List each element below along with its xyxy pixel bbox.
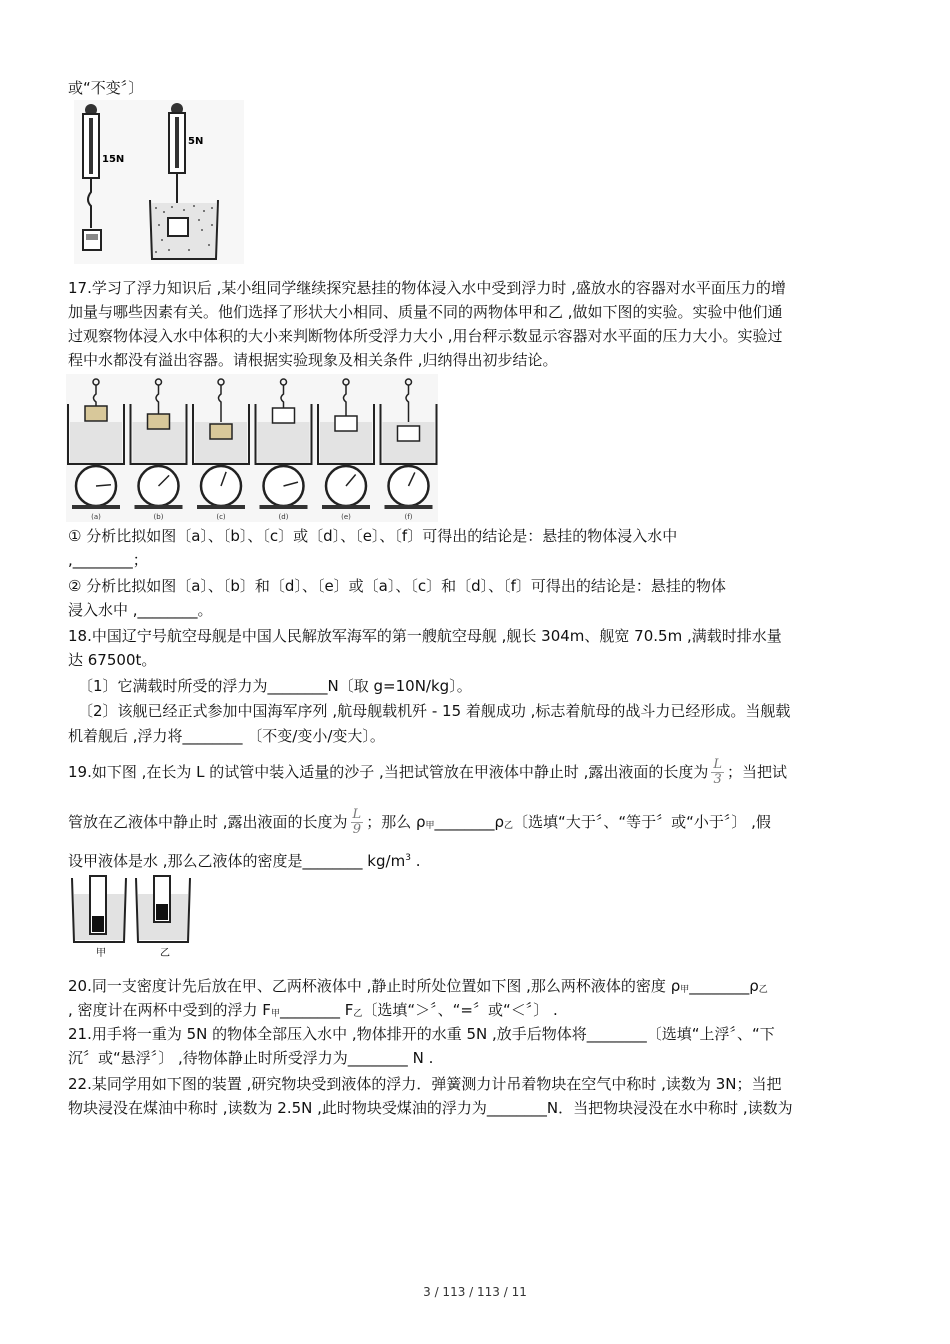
test-tube-figure	[70, 874, 194, 960]
q19-text: 〔选填“大于〞、“等于〞或“小于〞〕 ,假	[513, 813, 771, 831]
text-line	[68, 846, 883, 873]
text-line: 过观察物体浸入水中体积的大小来判断物体所受浮力大小 ,用台秤示数显示容器对水平面的压力大小。实验过	[68, 327, 783, 345]
panel-label: (f)	[404, 513, 413, 521]
panel-label: (d)	[278, 513, 289, 521]
beaker-label-jia: 甲	[96, 948, 106, 959]
text-line: ,________；	[68, 551, 148, 569]
text-line: 沉〞或“悬浮〞〕 ,待物体静止时所受浮力为________ N .	[68, 1049, 434, 1067]
text-line	[68, 804, 883, 844]
subscript-jia: 甲	[680, 985, 690, 995]
scale-base	[135, 505, 183, 509]
fraction-L-over-3: $\frac{L}{3}$	[713, 757, 723, 787]
subscript-jia: 甲	[270, 1009, 280, 1019]
subscript-jia: 甲	[425, 821, 435, 831]
scale-base	[260, 505, 308, 509]
text-line: 达 67500t。	[68, 651, 157, 669]
text-line: 〔1〕它满载时所受的浮力为________N〔取 g=10N/kg〕。	[78, 677, 472, 695]
q20-text: 〔选填“＞〞、“=〞或“＜〞〕 .	[362, 1001, 558, 1019]
q20-text: 20.同一支密度计先后放在甲、乙两杯液体中 ,静止时所处位置如下图 ,那么两杯液体的密度 ρ	[68, 977, 681, 995]
text-line: 18.中国辽宁号航空母舰是中国人民解放军海军的第一艘航空母舰 ,舰长 304m、舰宽 70.5m ,满载时排水量	[68, 627, 782, 645]
text-line: 〔2〕该舰已经正式参加中国海军序列 ,航母舰载机歼 - 15 着舰成功 ,标志着航母的战斗力已经形成。当舰载	[78, 702, 791, 720]
panel-label: (e)	[341, 513, 351, 521]
text-line: 程中水都没有溢出容器。请根据实验现象及相关条件 ,归纳得出初步结论。	[68, 351, 558, 369]
scale-base	[72, 505, 120, 509]
panel-label: (a)	[91, 513, 101, 521]
q19-text: ________ρ	[434, 813, 505, 831]
water	[258, 422, 310, 464]
beaker-label-yi: 乙	[160, 948, 170, 959]
scale-2-reading: 5N	[188, 136, 204, 147]
spring-scale-figure	[74, 100, 244, 264]
text-line: 或“不变〞〕	[68, 79, 144, 97]
text-line: 机着舰后 ,浮力将________ 〔不变/变小/变大〕。	[68, 727, 385, 745]
q19-text: 设甲液体是水 ,那么乙液体的密度是________ kg/m	[68, 852, 406, 870]
text-line: 21.用手将一重为 5N 的物体全部压入水中 ,物体排开的水重 5N ,放手后物体将________〔选填“上浮〞、“下	[68, 1025, 775, 1043]
subscript-yi: 乙	[504, 821, 514, 831]
subscript-yi: 乙	[758, 985, 768, 995]
block	[148, 414, 170, 429]
text-line: 22.某同学用如下图的装置 ,研究物块受到液体的浮力．弹簧测力计吊着物块在空气中称时 ,读数为 3N；当把	[68, 1075, 782, 1093]
text-line: 物块浸没在煤油中称时 ,读数为 2.5N ,此时物块受煤油的浮力为________N．当把物块浸没在水中称时 ,读数为	[68, 1099, 793, 1117]
scale-1-reading: 15N	[102, 154, 125, 165]
scale-base	[322, 505, 370, 509]
text-line: ① 分析比拟如图〔a〕、〔b〕、〔c〕或〔d〕、〔e〕、〔f〕可得出的结论是：悬挂的物体浸入水中	[68, 527, 678, 545]
panel-label: (b)	[153, 513, 164, 521]
scale-base	[197, 505, 245, 509]
q20-text: , 密度计在两杯中受到的浮力 F	[68, 1001, 271, 1019]
text-line: 加量与哪些因素有关。他们选择了形状大小相同、质量不同的两物体甲和乙 ,做如下图的实验。实验中他们通	[68, 303, 783, 321]
q19-text: ；那么 ρ	[366, 813, 426, 831]
fraction-L-over-9: $\frac{L}{9}$	[352, 807, 362, 837]
page-footer: 3 / 113 / 113 / 11	[423, 1285, 527, 1299]
q20-text: ________ F	[279, 1001, 354, 1019]
q19-text: ；当把试	[727, 763, 788, 781]
block	[398, 426, 420, 441]
block	[335, 416, 357, 431]
subscript-yi: 乙	[353, 1009, 363, 1019]
block	[85, 406, 107, 421]
text-line: 17.学习了浮力知识后 ,某小组同学继续探究悬挂的物体浸入水中受到浮力时 ,盛放水的容器对水平面压力的增	[68, 279, 786, 297]
text-line	[68, 754, 883, 790]
panel-label: (c)	[216, 513, 226, 521]
q19-text: 19.如下图 ,在长为 L 的试管中装入适量的沙子 ,当把试管放在甲液体中静止时 ,露出液面的长度为	[68, 763, 709, 781]
q20-text: ________ρ	[689, 977, 759, 995]
block	[273, 408, 295, 423]
scale-base	[385, 505, 433, 509]
water	[70, 422, 122, 464]
superscript-3: 3	[405, 853, 411, 863]
beaker-scale-figure	[66, 374, 438, 522]
text-line: ② 分析比拟如图〔a〕、〔b〕和〔d〕、〔e〕或〔a〕、〔c〕和〔d〕、〔f〕可得出的结论是：悬挂的物体	[68, 577, 726, 595]
text-line: 浸入水中 ,________。	[68, 601, 213, 619]
q19-text: .	[410, 852, 421, 870]
q19-text: 管放在乙液体中静止时 ,露出液面的长度为	[68, 813, 348, 831]
block	[210, 424, 232, 439]
